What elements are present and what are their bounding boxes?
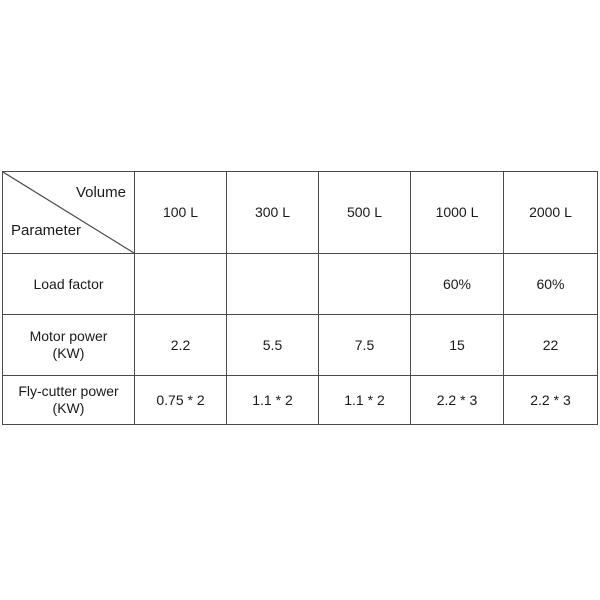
table-cell: 2.2 bbox=[135, 315, 227, 376]
row-unit-text: (KW) bbox=[52, 345, 85, 361]
table-row-load-factor bbox=[3, 254, 598, 315]
table-header-row bbox=[3, 172, 598, 254]
table-cell: 2.2 * 3 bbox=[504, 376, 598, 425]
column-header-500l: 500 L bbox=[319, 172, 411, 254]
row-label-text: Load factor bbox=[33, 275, 104, 292]
column-header-1000l: 1000 L bbox=[411, 172, 504, 254]
table-row-motor-power bbox=[3, 315, 598, 376]
table-cell: 15 bbox=[411, 315, 504, 376]
table-cell: 22 bbox=[504, 315, 598, 376]
table-cell: 2.2 * 3 bbox=[411, 376, 504, 425]
row-label-fly-cutter-power bbox=[3, 376, 135, 425]
row-label-text: Motor power bbox=[29, 328, 108, 344]
table-cell: 1.1 * 2 bbox=[319, 376, 411, 425]
column-header-100l: 100 L bbox=[135, 172, 227, 254]
table-cell: 60% bbox=[504, 254, 598, 315]
table-row-fly-cutter-power bbox=[3, 376, 598, 425]
table-cell: 60% bbox=[411, 254, 504, 315]
table-cell: 1.1 * 2 bbox=[227, 376, 319, 425]
table-cell: 7.5 bbox=[319, 315, 411, 376]
parameter-table bbox=[2, 171, 598, 425]
row-unit-text: (KW) bbox=[52, 400, 85, 416]
row-label-load-factor bbox=[3, 254, 135, 315]
table-cell: 0.75 * 2 bbox=[135, 376, 227, 425]
table-cell bbox=[135, 254, 227, 315]
row-label-motor-power bbox=[3, 315, 135, 376]
parameter-header-label: Parameter bbox=[11, 222, 82, 239]
column-header-2000l: 2000 L bbox=[504, 172, 598, 254]
row-label-text: Fly-cutter power bbox=[18, 383, 119, 399]
column-header-300l: 300 L bbox=[227, 172, 319, 254]
volume-header-label: Volume bbox=[75, 184, 126, 201]
corner-header-cell bbox=[3, 172, 135, 254]
table-cell: 5.5 bbox=[227, 315, 319, 376]
table-cell bbox=[319, 254, 411, 315]
table-cell bbox=[227, 254, 319, 315]
